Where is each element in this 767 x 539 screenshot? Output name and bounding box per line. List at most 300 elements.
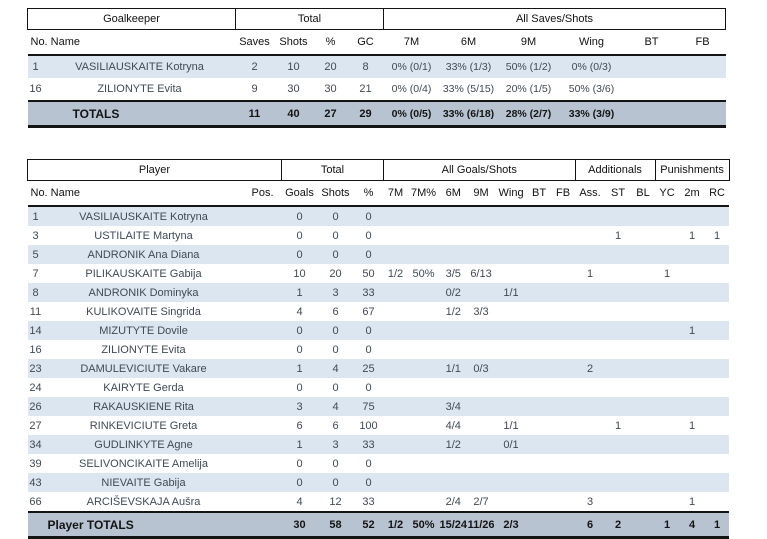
cell-goals: 0 <box>296 381 303 394</box>
cell-ass <box>575 454 605 473</box>
cell-bt <box>527 492 551 512</box>
cell-no: 27 <box>29 419 42 432</box>
cell-pct: 67 <box>362 305 375 318</box>
cell-m7pct <box>408 473 440 492</box>
totals-cell-gc: 29 <box>348 101 384 127</box>
cell-yc <box>655 435 679 454</box>
cell-m9: 6/13 <box>470 267 492 280</box>
column-header: 2m <box>679 181 705 207</box>
cell-rc <box>705 340 729 359</box>
cell-goals: 0 <box>282 206 318 226</box>
cell-ass: 2 <box>575 359 605 378</box>
player-row <box>28 397 730 416</box>
cell-bt <box>527 416 551 435</box>
totals-cell-bl <box>631 512 655 538</box>
cell-bt <box>527 321 551 340</box>
cell-pct: 33 <box>362 495 375 508</box>
cell-pos <box>244 245 282 264</box>
cell-goals: 0 <box>296 457 303 470</box>
cell-st <box>605 397 631 416</box>
cell-no: 5 <box>28 245 44 264</box>
cell-shots: 30 <box>287 83 300 95</box>
cell-m6 <box>440 206 468 226</box>
cell-ass <box>575 245 605 264</box>
cell-ass <box>575 397 605 416</box>
cell-ass <box>575 435 605 454</box>
cell-ass <box>575 321 605 340</box>
cell-no: 39 <box>29 457 42 470</box>
cell-m2: 1 <box>688 495 696 508</box>
cell-name: VASILIAUSKAITE Kotryna <box>44 55 236 78</box>
cell-st <box>605 283 631 302</box>
cell-yc <box>655 321 679 340</box>
cell-bt <box>527 283 551 302</box>
cell-m7 <box>384 302 408 321</box>
cell-fb <box>551 492 575 512</box>
cell-name: VASILIAUSKAITE Kotryna <box>44 206 244 226</box>
cell-fb <box>551 321 575 340</box>
cell-fb <box>551 397 575 416</box>
column-header: 9M <box>498 30 560 56</box>
cell-name: ZILIONYTE Evita <box>101 343 186 356</box>
cell-m6: 3/4 <box>440 397 468 416</box>
player-row <box>28 378 730 397</box>
cell-ass <box>575 416 605 435</box>
cell-m9 <box>467 226 495 245</box>
cell-m7pct <box>408 340 440 359</box>
cell-fb <box>680 78 726 101</box>
cell-m9 <box>467 283 495 302</box>
cell-goals: 1 <box>282 435 318 454</box>
cell-rc <box>705 245 729 264</box>
cell-goals: 0 <box>282 473 318 492</box>
totals-cell-shots: 58 <box>318 512 354 538</box>
player-row <box>28 473 730 492</box>
cell-yc <box>655 378 679 397</box>
player-row <box>28 245 730 264</box>
cell-pos <box>244 359 282 378</box>
cell-bl <box>631 321 655 340</box>
cell-m7 <box>384 206 408 226</box>
cell-m6: 1/2 <box>440 435 468 454</box>
cell-gc: 21 <box>359 83 372 95</box>
cell-m7 <box>384 454 408 473</box>
cell-pct: 30 <box>324 83 337 95</box>
column-header: 6M <box>440 30 498 56</box>
cell-name: PILIKAUSKAITE Gabija <box>85 267 202 280</box>
cell-m6: 0/2 <box>440 283 468 302</box>
cell-no: 1 <box>28 55 44 78</box>
cell-m6 <box>440 245 468 264</box>
cell-m6: 1/2 <box>445 305 461 318</box>
cell-wing <box>495 226 527 245</box>
group-header: Player <box>28 160 282 181</box>
cell-st <box>605 359 631 378</box>
cell-shots: 0 <box>318 206 354 226</box>
cell-pct: 50 <box>362 267 375 280</box>
cell-bt <box>527 454 551 473</box>
totals-cell-bt <box>624 101 680 127</box>
cell-wing <box>495 473 527 492</box>
cell-no: 66 <box>29 495 42 508</box>
cell-wing <box>495 302 527 321</box>
goalkeeper_table-totals-row <box>28 101 726 127</box>
cell-m7 <box>384 226 408 245</box>
cell-shots: 4 <box>318 359 354 378</box>
cell-yc <box>655 302 679 321</box>
cell-wing <box>495 359 527 378</box>
cell-ass <box>575 206 605 226</box>
cell-name: ANDRONIK Ana Diana <box>44 245 244 264</box>
cell-m7 <box>384 435 408 454</box>
cell-shots: 0 <box>332 229 339 242</box>
cell-pct: 0 <box>354 473 384 492</box>
totals-cell-m7: 0% (0/5) <box>384 101 440 127</box>
cell-goals: 1 <box>282 359 318 378</box>
column-header: Goals <box>282 181 318 207</box>
cell-m7pct <box>408 283 440 302</box>
cell-m2 <box>679 454 705 473</box>
column-header: BT <box>527 181 551 207</box>
cell-m7pct <box>408 359 440 378</box>
column-header: FB <box>680 30 726 56</box>
cell-m9 <box>467 378 495 397</box>
cell-shots: 0 <box>332 457 339 470</box>
cell-bl <box>631 378 655 397</box>
cell-pct: 33 <box>354 435 384 454</box>
cell-pos <box>244 302 282 321</box>
cell-m9: 2/7 <box>473 495 489 508</box>
totals-cell-wing: 2/3 <box>495 512 527 538</box>
cell-goals: 3 <box>282 397 318 416</box>
cell-m7pct <box>408 321 440 340</box>
column-header: Wing <box>560 30 624 56</box>
player_table-totals-row <box>28 512 730 538</box>
player-row <box>28 283 730 302</box>
totals-cell-ass: 6 <box>575 512 605 538</box>
cell-m2: 1 <box>679 321 705 340</box>
totals-cell-goals: 30 <box>282 512 318 538</box>
cell-goals: 1 <box>282 283 318 302</box>
cell-bl <box>631 245 655 264</box>
cell-yc <box>655 359 679 378</box>
cell-wing <box>495 245 527 264</box>
cell-name: ARCIŠEVSKAJA Aušra <box>86 495 201 508</box>
cell-wing: 1/1 <box>495 283 527 302</box>
cell-m7pct <box>408 206 440 226</box>
cell-m9: 3/3 <box>473 305 489 318</box>
cell-m6 <box>440 454 468 473</box>
cell-wing <box>495 397 527 416</box>
cell-m9 <box>467 206 495 226</box>
group-header: Goalkeeper <box>28 9 236 30</box>
cell-name: NIEVAITE Gabija <box>44 473 244 492</box>
cell-bl <box>631 226 655 245</box>
cell-yc <box>655 226 679 245</box>
cell-fb <box>551 473 575 492</box>
cell-rc <box>705 435 729 454</box>
totals-cell-st: 2 <box>605 512 631 538</box>
cell-bl <box>631 340 655 359</box>
cell-shots: 0 <box>318 321 354 340</box>
cell-m7pct <box>408 454 440 473</box>
cell-fb <box>551 302 575 321</box>
cell-pct: 25 <box>354 359 384 378</box>
cell-pct: 100 <box>359 419 378 432</box>
cell-ass <box>575 340 605 359</box>
column-header: % <box>354 181 384 207</box>
cell-pct: 0 <box>365 457 372 470</box>
cell-goals: 10 <box>293 267 306 280</box>
cell-yc <box>655 206 679 226</box>
cell-bl <box>631 454 655 473</box>
cell-name: RAKAUSKIENE Rita <box>44 397 244 416</box>
cell-st <box>605 435 631 454</box>
totals-cell-shots: 40 <box>274 101 314 127</box>
cell-m6: 33% (1/3) <box>440 55 498 78</box>
cell-yc <box>655 454 679 473</box>
cell-m7pct <box>408 378 440 397</box>
cell-st: 1 <box>614 419 622 432</box>
column-header: YC <box>655 181 679 207</box>
cell-m2: 1 <box>688 229 696 242</box>
cell-fb <box>551 283 575 302</box>
cell-pos <box>244 416 282 435</box>
cell-goals: 6 <box>296 419 303 432</box>
player-row <box>28 340 730 359</box>
cell-shots: 3 <box>318 283 354 302</box>
cell-rc <box>705 264 729 283</box>
player-row <box>28 492 730 512</box>
column-header: Saves <box>236 30 274 56</box>
cell-m7pct <box>408 226 440 245</box>
cell-bl <box>631 206 655 226</box>
totals-cell-fb <box>680 101 726 127</box>
cell-shots: 20 <box>329 267 342 280</box>
cell-yc <box>655 245 679 264</box>
totals-cell-m9: 11/26 <box>467 512 495 538</box>
cell-m9 <box>467 473 495 492</box>
cell-pos <box>244 435 282 454</box>
cell-m7: 0% (0/1) <box>384 55 440 78</box>
cell-goals: 0 <box>296 343 303 356</box>
cell-goals: 0 <box>296 229 303 242</box>
cell-ass <box>575 283 605 302</box>
cell-m9 <box>467 397 495 416</box>
goalkeeper-table <box>27 8 726 128</box>
cell-name: RINKEVICIUTE Greta <box>89 419 198 432</box>
cell-no: 11 <box>29 305 42 318</box>
cell-no: 14 <box>28 321 44 340</box>
cell-bl <box>631 416 655 435</box>
player-row <box>28 359 730 378</box>
cell-wing <box>495 264 527 283</box>
column-header: 7M <box>384 30 440 56</box>
cell-name: GUDLINKYTE Agne <box>44 435 244 454</box>
cell-m2 <box>679 359 705 378</box>
cell-fb <box>551 226 575 245</box>
column-header: Shots <box>318 181 354 207</box>
cell-rc <box>705 321 729 340</box>
column-header: Pos. <box>244 181 282 207</box>
group-header: All Saves/Shots <box>384 9 726 30</box>
group-header: Additionals <box>575 160 655 181</box>
cell-no: 24 <box>29 381 42 394</box>
cell-rc <box>705 378 729 397</box>
cell-m2 <box>679 302 705 321</box>
cell-pct: 0 <box>365 229 372 242</box>
cell-ass: 1 <box>586 267 594 280</box>
cell-name: USTILAITE Martyna <box>94 229 193 242</box>
cell-wing <box>495 378 527 397</box>
cell-pos <box>244 340 282 359</box>
cell-pos <box>244 321 282 340</box>
cell-m6: 2/4 <box>445 495 461 508</box>
cell-m9 <box>467 321 495 340</box>
cell-no: 8 <box>28 283 44 302</box>
cell-bl <box>631 302 655 321</box>
cell-st <box>605 206 631 226</box>
column-header: 7M% <box>408 181 440 207</box>
cell-bt <box>527 473 551 492</box>
totals-cell-pct: 52 <box>354 512 384 538</box>
column-header: 6M <box>440 181 468 207</box>
cell-m2 <box>679 473 705 492</box>
cell-pos <box>244 226 282 245</box>
player-row <box>28 321 730 340</box>
cell-wing <box>495 492 527 512</box>
cell-fb <box>551 435 575 454</box>
cell-pos <box>244 473 282 492</box>
cell-pct: 0 <box>354 321 384 340</box>
cell-m7: 1/2 <box>387 267 404 280</box>
totals-cell-m2: 4 <box>679 512 705 538</box>
cell-bl <box>631 264 655 283</box>
cell-wing <box>495 454 527 473</box>
cell-m9 <box>467 245 495 264</box>
cell-bt <box>527 206 551 226</box>
cell-m9 <box>467 340 495 359</box>
player-row <box>28 454 730 473</box>
cell-m9: 20% (1/5) <box>505 83 552 95</box>
cell-fb <box>551 264 575 283</box>
cell-st <box>605 492 631 512</box>
player-row <box>28 416 730 435</box>
cell-no: 26 <box>28 397 44 416</box>
cell-m6 <box>440 321 468 340</box>
cell-bt <box>527 435 551 454</box>
cell-st <box>605 321 631 340</box>
column-header: 9M <box>467 181 495 207</box>
player-row <box>28 264 730 283</box>
cell-ass <box>575 226 605 245</box>
cell-m2 <box>679 206 705 226</box>
cell-m2 <box>679 283 705 302</box>
cell-goals: 4 <box>296 495 303 508</box>
cell-shots: 12 <box>329 495 342 508</box>
cell-st <box>605 302 631 321</box>
cell-yc <box>655 340 679 359</box>
cell-st: 1 <box>614 229 622 242</box>
cell-yc <box>655 473 679 492</box>
cell-bl <box>631 435 655 454</box>
cell-m7pct: 50% <box>412 267 435 280</box>
cell-m7 <box>384 340 408 359</box>
cell-m2 <box>679 340 705 359</box>
cell-pct: 0 <box>365 343 372 356</box>
cell-m9 <box>467 435 495 454</box>
cell-yc <box>655 416 679 435</box>
player_table-group-header-row <box>28 160 730 181</box>
cell-shots: 10 <box>274 55 314 78</box>
cell-fb <box>680 55 726 78</box>
cell-pos <box>244 378 282 397</box>
cell-rc <box>705 416 729 435</box>
cell-fb <box>551 416 575 435</box>
cell-saves: 2 <box>236 55 274 78</box>
cell-m6: 3/5 <box>445 267 461 280</box>
column-header: No. Name <box>28 30 236 56</box>
cell-name: KULIKOVAITE Singrida <box>86 305 201 318</box>
cell-pos <box>244 454 282 473</box>
cell-pct: 0 <box>354 206 384 226</box>
cell-yc <box>655 397 679 416</box>
cell-m7pct <box>408 435 440 454</box>
cell-st <box>605 340 631 359</box>
cell-saves: 9 <box>251 83 258 95</box>
totals-cell-m6: 15/24 <box>440 512 468 538</box>
cell-rc: 1 <box>713 229 721 242</box>
cell-bl <box>631 283 655 302</box>
totals-cell-yc: 1 <box>655 512 679 538</box>
cell-bt <box>527 359 551 378</box>
player-row <box>28 226 730 245</box>
cell-fb <box>551 378 575 397</box>
cell-m6 <box>440 226 468 245</box>
cell-wing <box>495 340 527 359</box>
cell-m7 <box>384 245 408 264</box>
cell-bt <box>527 302 551 321</box>
cell-st <box>605 473 631 492</box>
cell-rc <box>705 359 729 378</box>
cell-bt <box>527 264 551 283</box>
cell-shots: 4 <box>318 397 354 416</box>
cell-rc <box>705 397 729 416</box>
cell-shots: 6 <box>332 305 339 318</box>
cell-no: 16 <box>29 83 42 95</box>
cell-pos <box>244 492 282 512</box>
cell-yc <box>655 283 679 302</box>
cell-fb <box>551 454 575 473</box>
cell-m2 <box>679 245 705 264</box>
cell-gc: 8 <box>348 55 384 78</box>
cell-bl <box>631 473 655 492</box>
column-header: % <box>314 30 348 56</box>
cell-rc <box>705 302 729 321</box>
cell-m6 <box>440 340 468 359</box>
cell-ass <box>575 302 605 321</box>
cell-no: 16 <box>29 343 42 356</box>
group-header: Punishments <box>655 160 729 181</box>
column-header: Ass. <box>575 181 605 207</box>
totals-cell-bt <box>527 512 551 538</box>
cell-name: ZILIONYTE Evita <box>97 83 182 95</box>
column-header: 7M <box>384 181 408 207</box>
cell-m7: 0% (0/4) <box>391 83 432 95</box>
cell-pos <box>244 264 282 283</box>
cell-no: 7 <box>32 267 39 280</box>
cell-ass <box>575 473 605 492</box>
